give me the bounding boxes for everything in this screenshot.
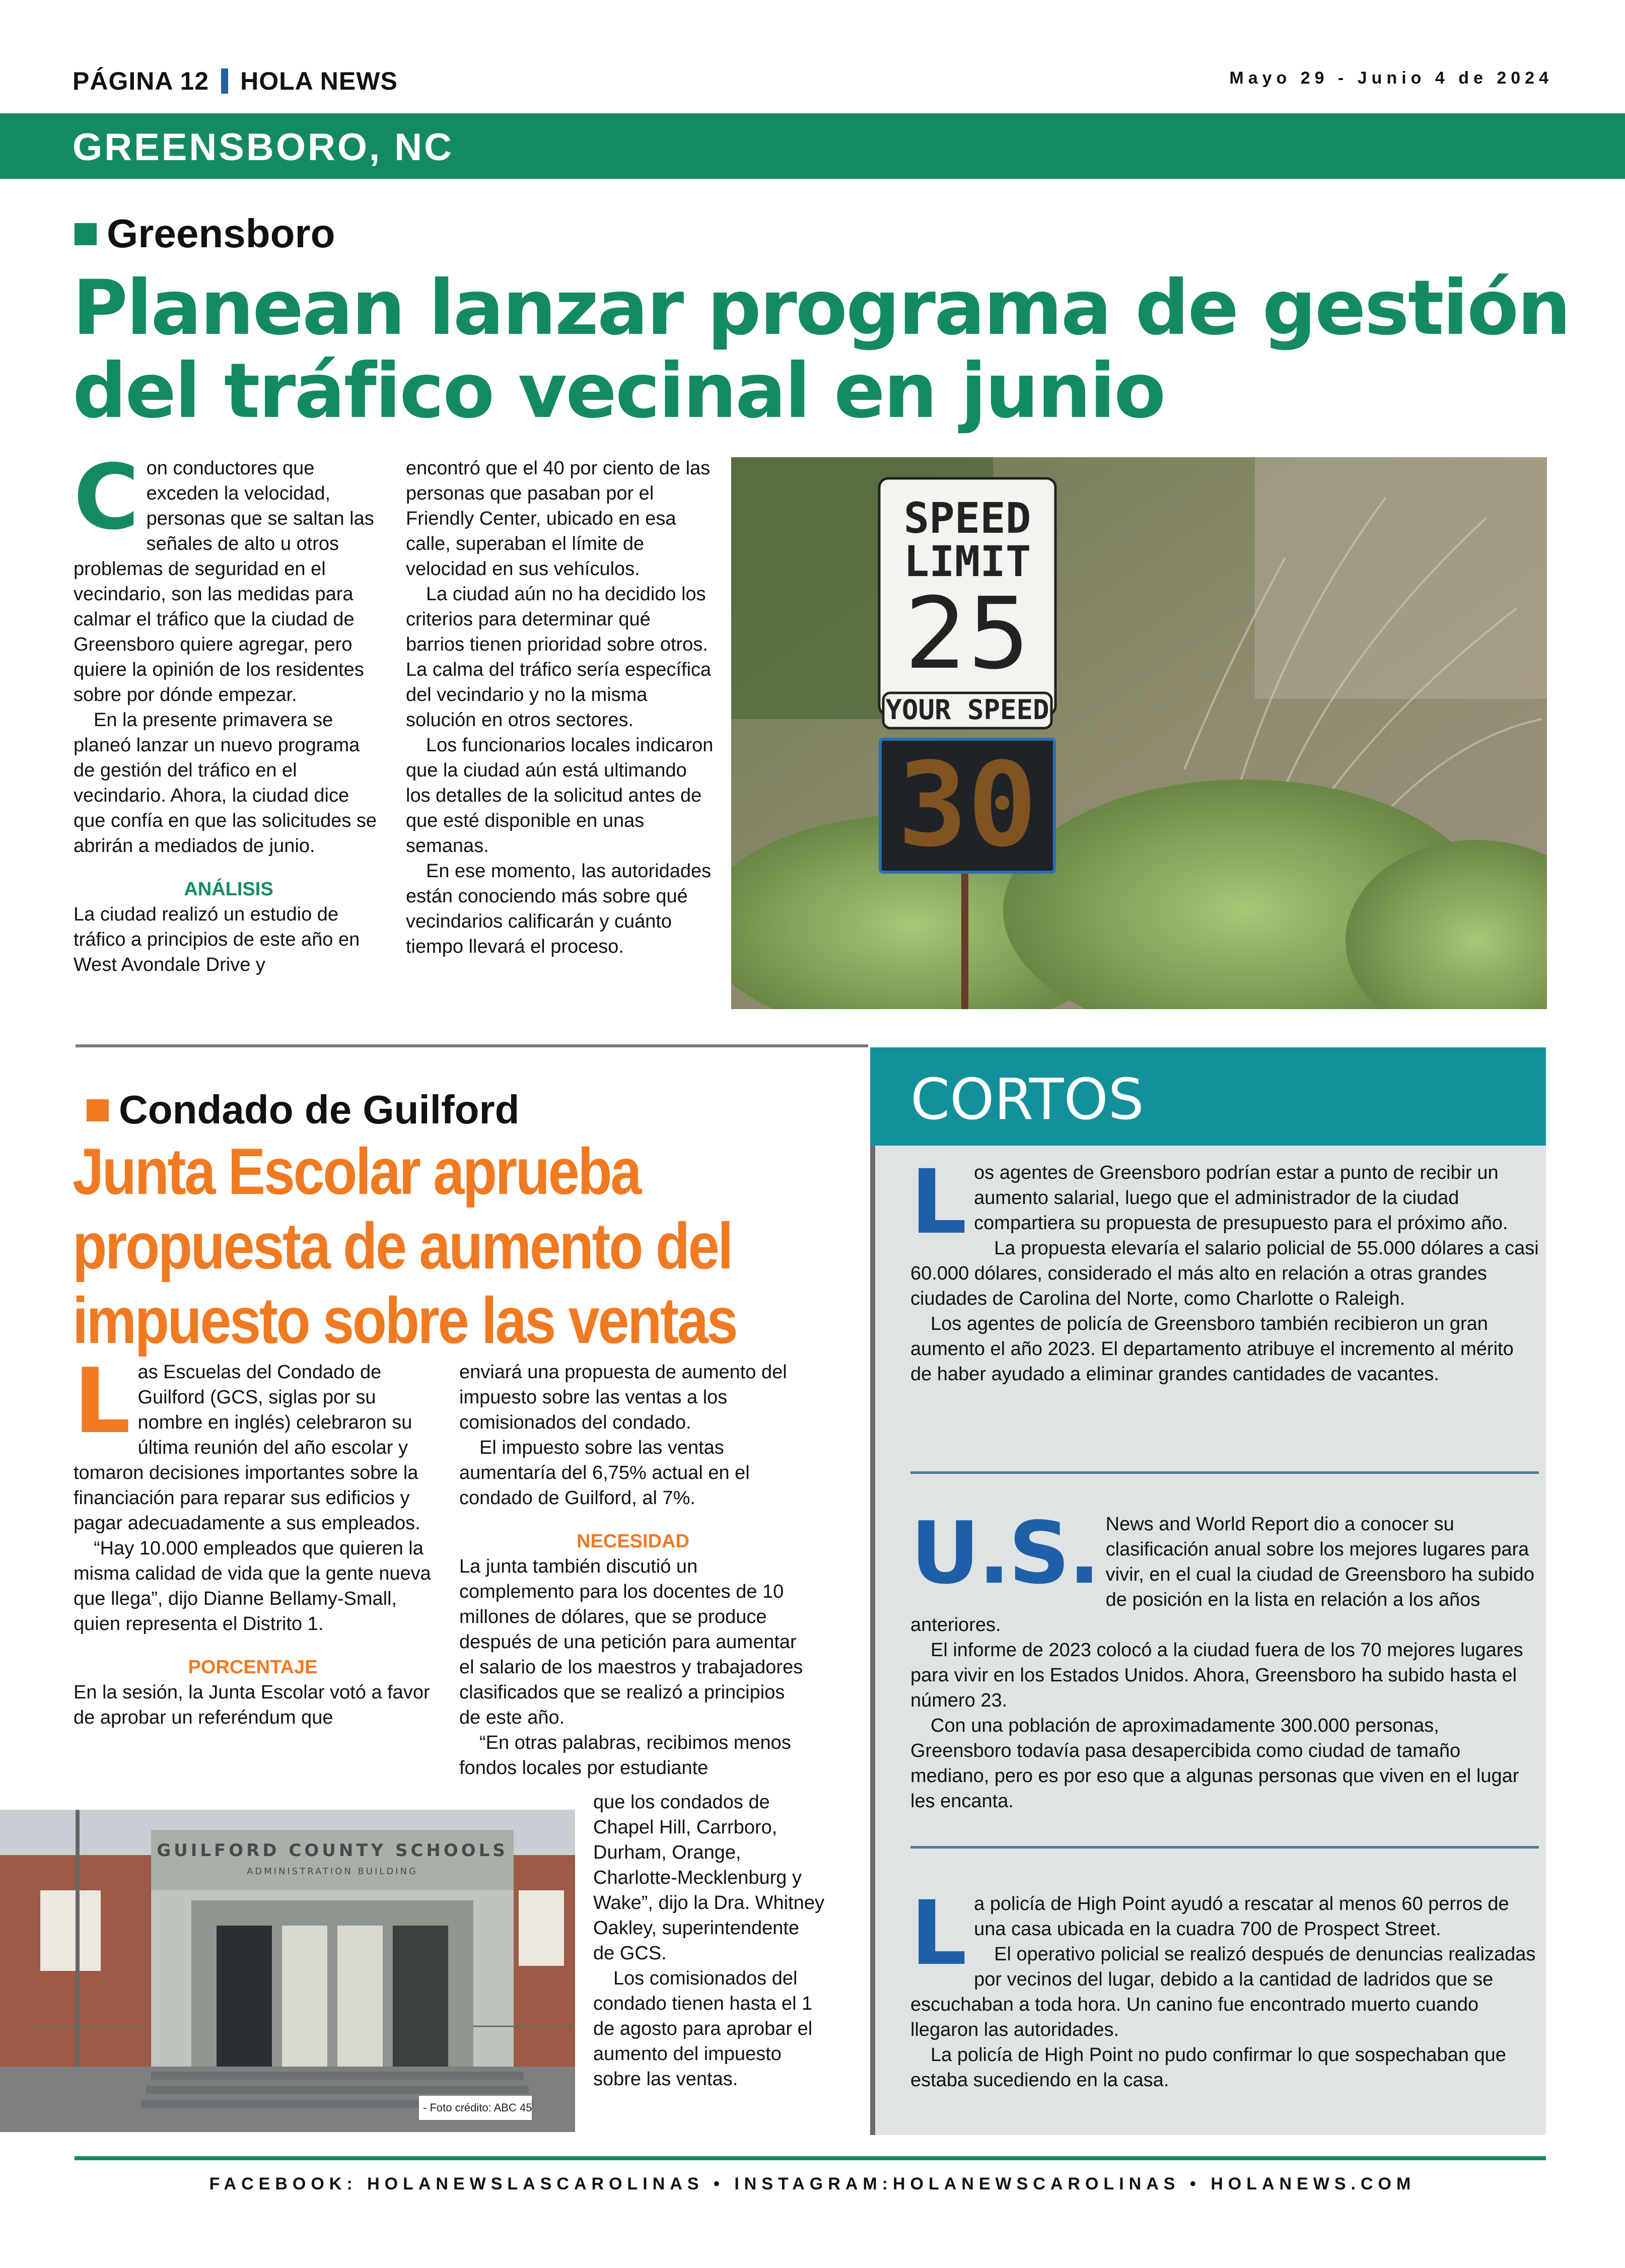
story2-paragraph: enviará una propuesta de aumento del impuesto sobre las ventas a los comisionados del condado. — [459, 1362, 787, 1433]
story1-dropcap: C — [74, 445, 139, 549]
issue-date: Mayo 29 - Junio 4 de 2024 — [1229, 68, 1553, 88]
story1-paragraph: La ciudad realizó un estudio de tráfico a principios de este año en West Avondale Drive y — [74, 904, 360, 975]
story2-paragraph: Los comisionados del condado tienen hasta el 1 de agosto para aprobar el aumento del impuesto sobre las ventas. — [593, 1968, 813, 2090]
story2-paragraph: En la sesión, la Junta Escolar votó a favor de aprobar un referéndum que — [74, 1682, 430, 1728]
story1-paragraph: Los funcionarios locales indicaron que la ciudad aún está ultimando los detalles de la solicitud antes de que esté disponible en unas semanas. — [406, 735, 714, 857]
story1-kicker — [75, 210, 335, 257]
school-building-photo — [0, 1810, 575, 2132]
cortos-item-2 — [910, 1504, 1539, 1814]
story2-paragraph: “Hay 10.000 empleados que quieren la misma calidad de vida que la gente nueva que llega”, dijo Dianne Bellamy-Small, quien representa el Distrito 1. — [74, 1538, 431, 1635]
sign-number-text: 25 — [904, 577, 1030, 691]
cortos-paragraph: El operativo policial se realizó después de denuncias realizadas por vecinos del lugar, debido a la cantidad de ladridos que se escuchaban a toda hora. Un canino fue encontrado muerto cuando llegaron las autoridades. — [910, 1944, 1536, 2040]
cortos-header — [870, 1047, 1546, 1146]
cortos-divider — [910, 1846, 1539, 1849]
story-divider — [76, 1044, 868, 1047]
cortos-item2-dropcap: U.S. — [910, 1504, 1099, 1603]
publication-name: HOLA NEWS — [240, 67, 398, 95]
story1-paragraph: La ciudad aún no ha decidido los criterios para determinar qué barrios tienen prioridad sobre otros. La calma del tráfico sería específica del vecindario y no la misma solución en otros sectores. — [406, 584, 712, 731]
story2-paragraph: El impuesto sobre las ventas aumentaría del 6,75% actual en el condado de Guilford, al 7%. — [459, 1437, 750, 1509]
photo-credit: - Foto crédito: ABC 45 — [419, 2096, 532, 2120]
cortos-item-3 — [910, 1882, 1539, 2093]
story2-kicker — [87, 1087, 519, 1133]
school-building-illustration — [0, 1810, 575, 2132]
section-band — [0, 113, 1625, 179]
footer-rule — [75, 2156, 1546, 2160]
sign-your-speed-text: YOUR SPEED — [885, 694, 1049, 726]
story2-subhead: NECESIDAD — [577, 1531, 689, 1552]
story1-paragraph: encontró que el 40 por ciento de las personas que pasaban por el Friendly Center, ubicado en esa calle, superaban el límite de velocidad en sus vehículos. — [406, 458, 711, 580]
cortos-paragraph: a policía de High Point ayudó a rescatar al menos 60 perros de una casa ubicada en la cuadra 700 de Prospect Street. — [974, 1893, 1509, 1940]
story2-kicker-text: Condado de Guilford — [119, 1087, 520, 1132]
building-name-text: GUILFORD COUNTY SCHOOLS — [157, 1840, 508, 1861]
story2-column-2-continued — [593, 1790, 825, 2092]
building-subname-text: ADMINISTRATION BUILDING — [246, 1866, 418, 1877]
story1-column-2 — [406, 456, 714, 959]
cortos-paragraph: La policía de High Point no pudo confirmar lo que sospechaban que estaba sucediendo en la casa. — [910, 2044, 1506, 2091]
radar-display-text: 30 — [897, 738, 1037, 873]
page-number: PÁGINA 12 — [73, 67, 209, 95]
story2-paragraph: que los condados de Chapel Hill, Carrboro, Durham, Orange, Charlotte-Mecklenburg y Wake”, dijo la Dra. Whitney Oakley, superintendente de GCS. — [593, 1792, 824, 1964]
page-label — [73, 66, 398, 96]
story1-column-1 — [74, 445, 384, 977]
cortos-item-1 — [910, 1151, 1539, 1387]
story2-subhead: PORCENTAJE — [188, 1657, 318, 1678]
cortos-paragraph: La propuesta elevaría el salario policial de 55.000 dólares a casi 60.000 dólares, considerado el más alto en relación a otras grandes ciudades de Carolina del Norte, como Charlotte o Raleigh. — [910, 1238, 1539, 1309]
story1-subhead: ANÁLISIS — [184, 879, 273, 900]
story2-column-2 — [459, 1360, 807, 1781]
cortos-divider — [910, 1471, 1539, 1474]
story1-paragraph: on conductores que exceden la velocidad, personas que se saltan las señales de alto u otros problemas de seguridad en el vecindario, son las medidas para calmar el tráfico que la ciudad de Greensboro quiere agregar, pero quiere la opinión de los residentes sobre por dónde empezar. — [74, 458, 374, 705]
story1-kicker-text: Greensboro — [107, 211, 335, 256]
kicker-square-icon — [75, 223, 97, 245]
sign-speed-text: SPEED — [903, 493, 1031, 543]
page-header — [73, 64, 1553, 105]
kicker-square-icon — [87, 1099, 109, 1121]
cortos-paragraph: News and World Report dio a conocer su clasificación anual sobre los mejores lugares para vivir, en el cual la ciudad de Greensboro ha subido de posición en la lista en relación a los años anteriores. — [910, 1514, 1534, 1636]
cortos-paragraph: Con una población de aproximadamente 300.000 personas, Greensboro todavía pasa desapercibida como ciudad de tamaño mediano, pero es por eso que a algunas personas que viven en el lugar les encanta. — [910, 1715, 1519, 1812]
cortos-item1-dropcap: L — [910, 1151, 967, 1254]
sign-limit-text: LIMIT — [903, 537, 1031, 586]
cortos-item3-dropcap: L — [910, 1882, 967, 1985]
story2-column-1 — [74, 1349, 432, 1730]
story2-headline: Junta Escolar aprueba propuesta de aumento del impuesto sobre las ventas — [73, 1135, 737, 1357]
story2-paragraph: as Escuelas del Condado de Guilford (GCS, siglas por su nombre en inglés) celebraron su última reunión del año escolar y tomaron decisiones importantes sobre la financiación para reparar sus edificios y pagar adecuadamente a sus empleados. — [74, 1362, 420, 1534]
speed-sign-photo — [731, 457, 1547, 1009]
speed-sign-illustration — [731, 457, 1547, 1009]
cortos-title: CORTOS — [910, 1067, 1144, 1132]
story2-paragraph: “En otras palabras, recibimos menos fondos locales por estudiante — [459, 1732, 791, 1779]
cortos-paragraph: Los agentes de policía de Greensboro también recibieron un gran aumento el año 2023. El departamento atribuye el incremento al mérito de haber ayudado a eliminar grandes cantidades de vacantes. — [910, 1313, 1514, 1385]
section-title: GREENSBORO, NC — [73, 126, 454, 169]
footer-social-links: FACEBOOK: HOLANEWSLASCAROLINAS • INSTAGRAM:HOLANEWSCAROLINAS • HOLANEWS.COM — [209, 2174, 1416, 2193]
story2-paragraph: La junta también discutió un complemento para los docentes de 10 millones de dólares, que se produce después de una petición para aumentar el salario de los maestros y trabajadores clasificados que se realizó a principios de este año. — [459, 1556, 803, 1728]
story1-paragraph: En la presente primavera se planeó lanzar un nuevo programa de gestión del tráfico en el vecindario. Ahora, la ciudad dice que confía en que las solicitudes se abrirán a mediados de junio. — [74, 710, 377, 857]
header-divider — [221, 68, 228, 94]
story1-headline: Planean lanzar programa de gestión del tráfico vecinal en junio — [73, 264, 1570, 435]
cortos-paragraph: El informe de 2023 colocó a la ciudad fuera de los 70 mejores lugares para vivir en los Estados Unidos. Ahora, Greensboro ha subido hasta el número 23. — [910, 1640, 1523, 1711]
story2-dropcap: L — [74, 1349, 131, 1453]
story1-paragraph: En ese momento, las autoridades están conociendo más sobre qué vecindarios calificarán y cuánto tiempo llevará el proceso. — [406, 861, 712, 957]
cortos-paragraph: os agentes de Greensboro podrían estar a punto de recibir un aumento salarial, luego que el administrador de la ciudad compartiera su propuesta de presupuesto para el próximo año. — [974, 1162, 1508, 1234]
